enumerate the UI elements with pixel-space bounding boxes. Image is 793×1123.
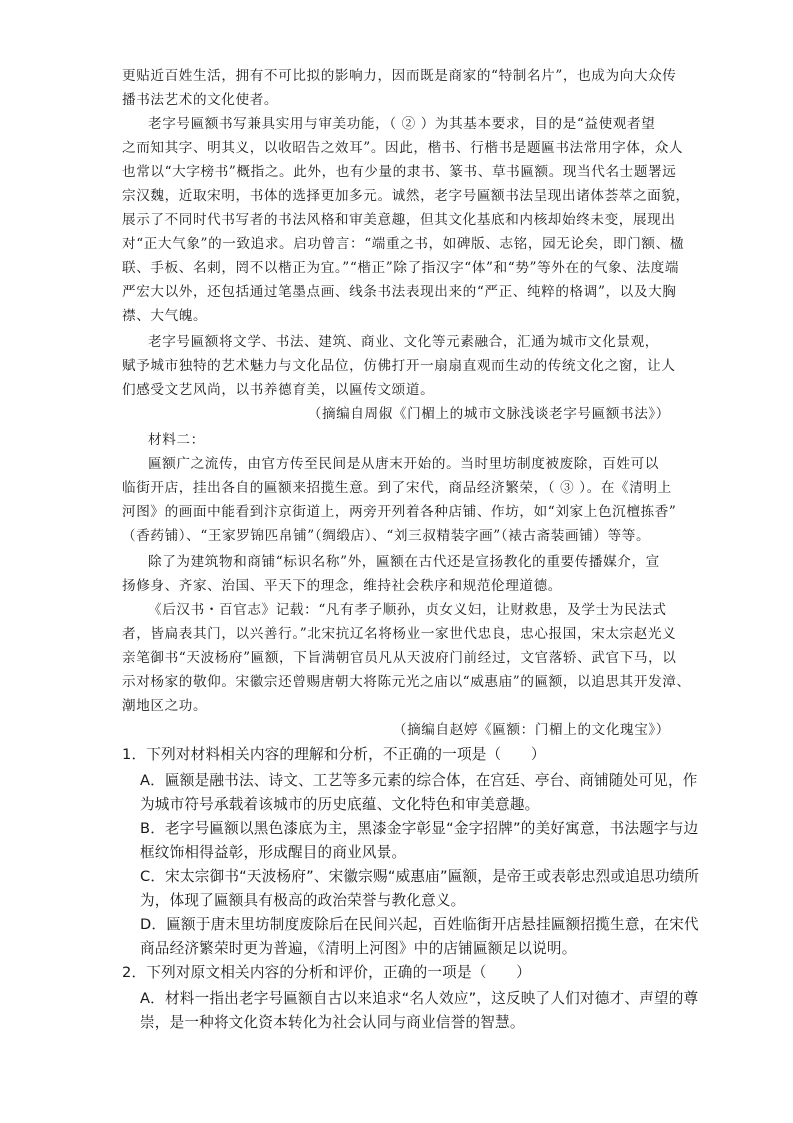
question-1-option-d[interactable]: D．匾额于唐末里坊制度废除后在民间兴起，百姓临街开店悬挂匾额招揽生意，在宋代 — [140, 916, 699, 933]
text-line: 亲笔御书“天波杨府”匾额，下旨满朝官员凡从天波府门前经过，文官落轿、武官下马，以 — [122, 650, 677, 666]
question-2-stem: 2．下列对原文相关内容的分析和评价，正确的一项是（ ） — [122, 964, 531, 981]
text-line: 严宏大以外，还包括通过笔墨点画、线条书法表现出来的“严正、纯粹的格调”，以及大胸 — [122, 284, 677, 300]
text-line: 之而知其字、明其义，以收昭告之效耳”。因此，楷书、行楷书是题匾书法常用字体，众人 — [122, 140, 684, 156]
text-line: 展示了不同时代书写者的书法风格和审美意趣，但其文化基底和内核却始终未变，展现出 — [122, 212, 676, 228]
section-heading: 材料二： — [148, 432, 205, 448]
text-line: 老字号匾额将文学、书法、建筑、商业、文化等元素融合，汇通为城市文化景观， — [148, 334, 659, 350]
text-line: 更贴近百姓生活，拥有不可比拟的影响力，因而既是商家的“特制名片”，也成为向大众传 — [122, 68, 677, 84]
text-line: 临街开店，挂出各自的匾额来招揽生意。到了宋代，商品经济繁荣，（ ③ ）。在《清明上 — [122, 480, 672, 496]
text-line: 也常以“大字榜书”概指之。此外，也有少量的隶书、篆书、草书匾额。现当代名士题署远 — [122, 164, 677, 180]
source-citation: （摘编自赵婷《匾额：门楣上的文化瑰宝》） — [392, 722, 670, 738]
text-line: 们感受文艺风尚，以书养德育美，以匾传文颂道。 — [122, 382, 435, 398]
text-line: 宗汉魏，近取宋明，书体的选择更加多元。诚然，老字号匾额书法呈现出诸体荟萃之面貌， — [122, 188, 690, 204]
question-1-option-d-cont: 商品经济繁荣时更为普遍，《清明上河图》中的店铺匾额足以说明。 — [140, 940, 577, 957]
text-line: 潮地区之功。 — [122, 698, 208, 714]
question-1-option-c[interactable]: C．宋太宗御书“天波杨府”、宋徽宗赐“威惠庙”匾额，是帝王或表彰忠烈或追思功绩所 — [140, 868, 700, 885]
text-line: 赋予城市独特的艺术魅力与文化品位，仿佛打开一扇扇直观而生动的传统文化之窗，让人 — [122, 358, 676, 374]
text-line: 示对杨家的敬仰。宋徽宗还曾赐唐朝大将陈元光之庙以“威惠庙”的匾额，以追思其开发漳、 — [122, 674, 691, 690]
text-line: （香药铺）、“王家罗锦匹帛铺”（绸缎店）、“刘三叔精装字画”（裱古斋装画铺）等等。 — [122, 528, 651, 544]
question-1-option-c-cont: 为，体现了匾额具有极高的政治荣誉与教化意义。 — [140, 892, 466, 909]
text-line: 老字号匾额书写兼具实用与审美功能，（ ② ）为其基本要求，目的是“益使观者望 — [148, 116, 656, 132]
text-line: 襟、大气魄。 — [122, 308, 208, 324]
question-1-option-b[interactable]: B．老字号匾额以黑色漆底为主，黑漆金字彰显“金字招牌”的美好寓意，书法题字与边 — [140, 820, 699, 837]
text-line: 联、手板、名刺，罔不以楷正为宜。”“楷正”除了指汉字“体”和“势”等外在的气象、法度端 — [122, 260, 680, 276]
text-line: 《后汉书・百官志》记载：“凡有孝子顺孙，贞女义妇，让财救患，及学士为民法式 — [148, 602, 667, 618]
question-1-option-b-cont: 框纹饰相得益彰，形成醒目的商业风景。 — [140, 844, 407, 861]
text-line: 匾额广之流传，由官方传至民间是从唐末开始的。当时里坊制度被废除，百姓可以 — [148, 456, 659, 472]
text-line: 者，皆扁表其门，以兴善行。”北宋抗辽名将杨业一家世代忠良，忠心报国，宋太宗赵光义 — [122, 626, 677, 642]
text-line: 河图》的画面中能看到汴京街道上，两旁开列着各种店铺、作坊，如“刘家上色沉檀拣香” — [122, 504, 677, 520]
question-2-option-a-cont: 崇，是一种将文化资本转化为社会认同与商业信誉的智慧。 — [140, 1014, 525, 1031]
text-line: 播书法艺术的文化使者。 — [122, 92, 279, 108]
source-citation: （摘编自周俶《门楣上的城市文脉浅谈老字号匾额书法》） — [307, 406, 670, 422]
question-1-stem: 1．下列对材料相关内容的理解和分析，不正确的一项是（ ） — [122, 746, 546, 763]
text-line: 扬修身、齐家、治国、平天下的理念，维持社会秩序和规范伦理道德。 — [122, 578, 563, 594]
question-2-option-a[interactable]: A．材料一指出老字号匾额自古以来追求“名人效应”，这反映了人们对德才、声望的尊 — [140, 990, 699, 1007]
question-1-option-a-cont: 为城市符号承载着该城市的历史底蕴、文化特色和审美意趣。 — [140, 796, 540, 813]
question-1-option-a[interactable]: A．匾额是融书法、诗文、工艺等多元素的综合体，在宫廷、亭台、商铺随处可见，作 — [140, 772, 698, 789]
text-line: 对“正大气象”的一致追求。启功曾言：“端重之书，如碑版、志铭，园无论矣，即门额、楹 — [122, 236, 685, 252]
text-line: 除了为建筑物和商铺“标识名称”外，匾额在古代还是宣扬教化的重要传播媒介，宣 — [148, 554, 660, 570]
